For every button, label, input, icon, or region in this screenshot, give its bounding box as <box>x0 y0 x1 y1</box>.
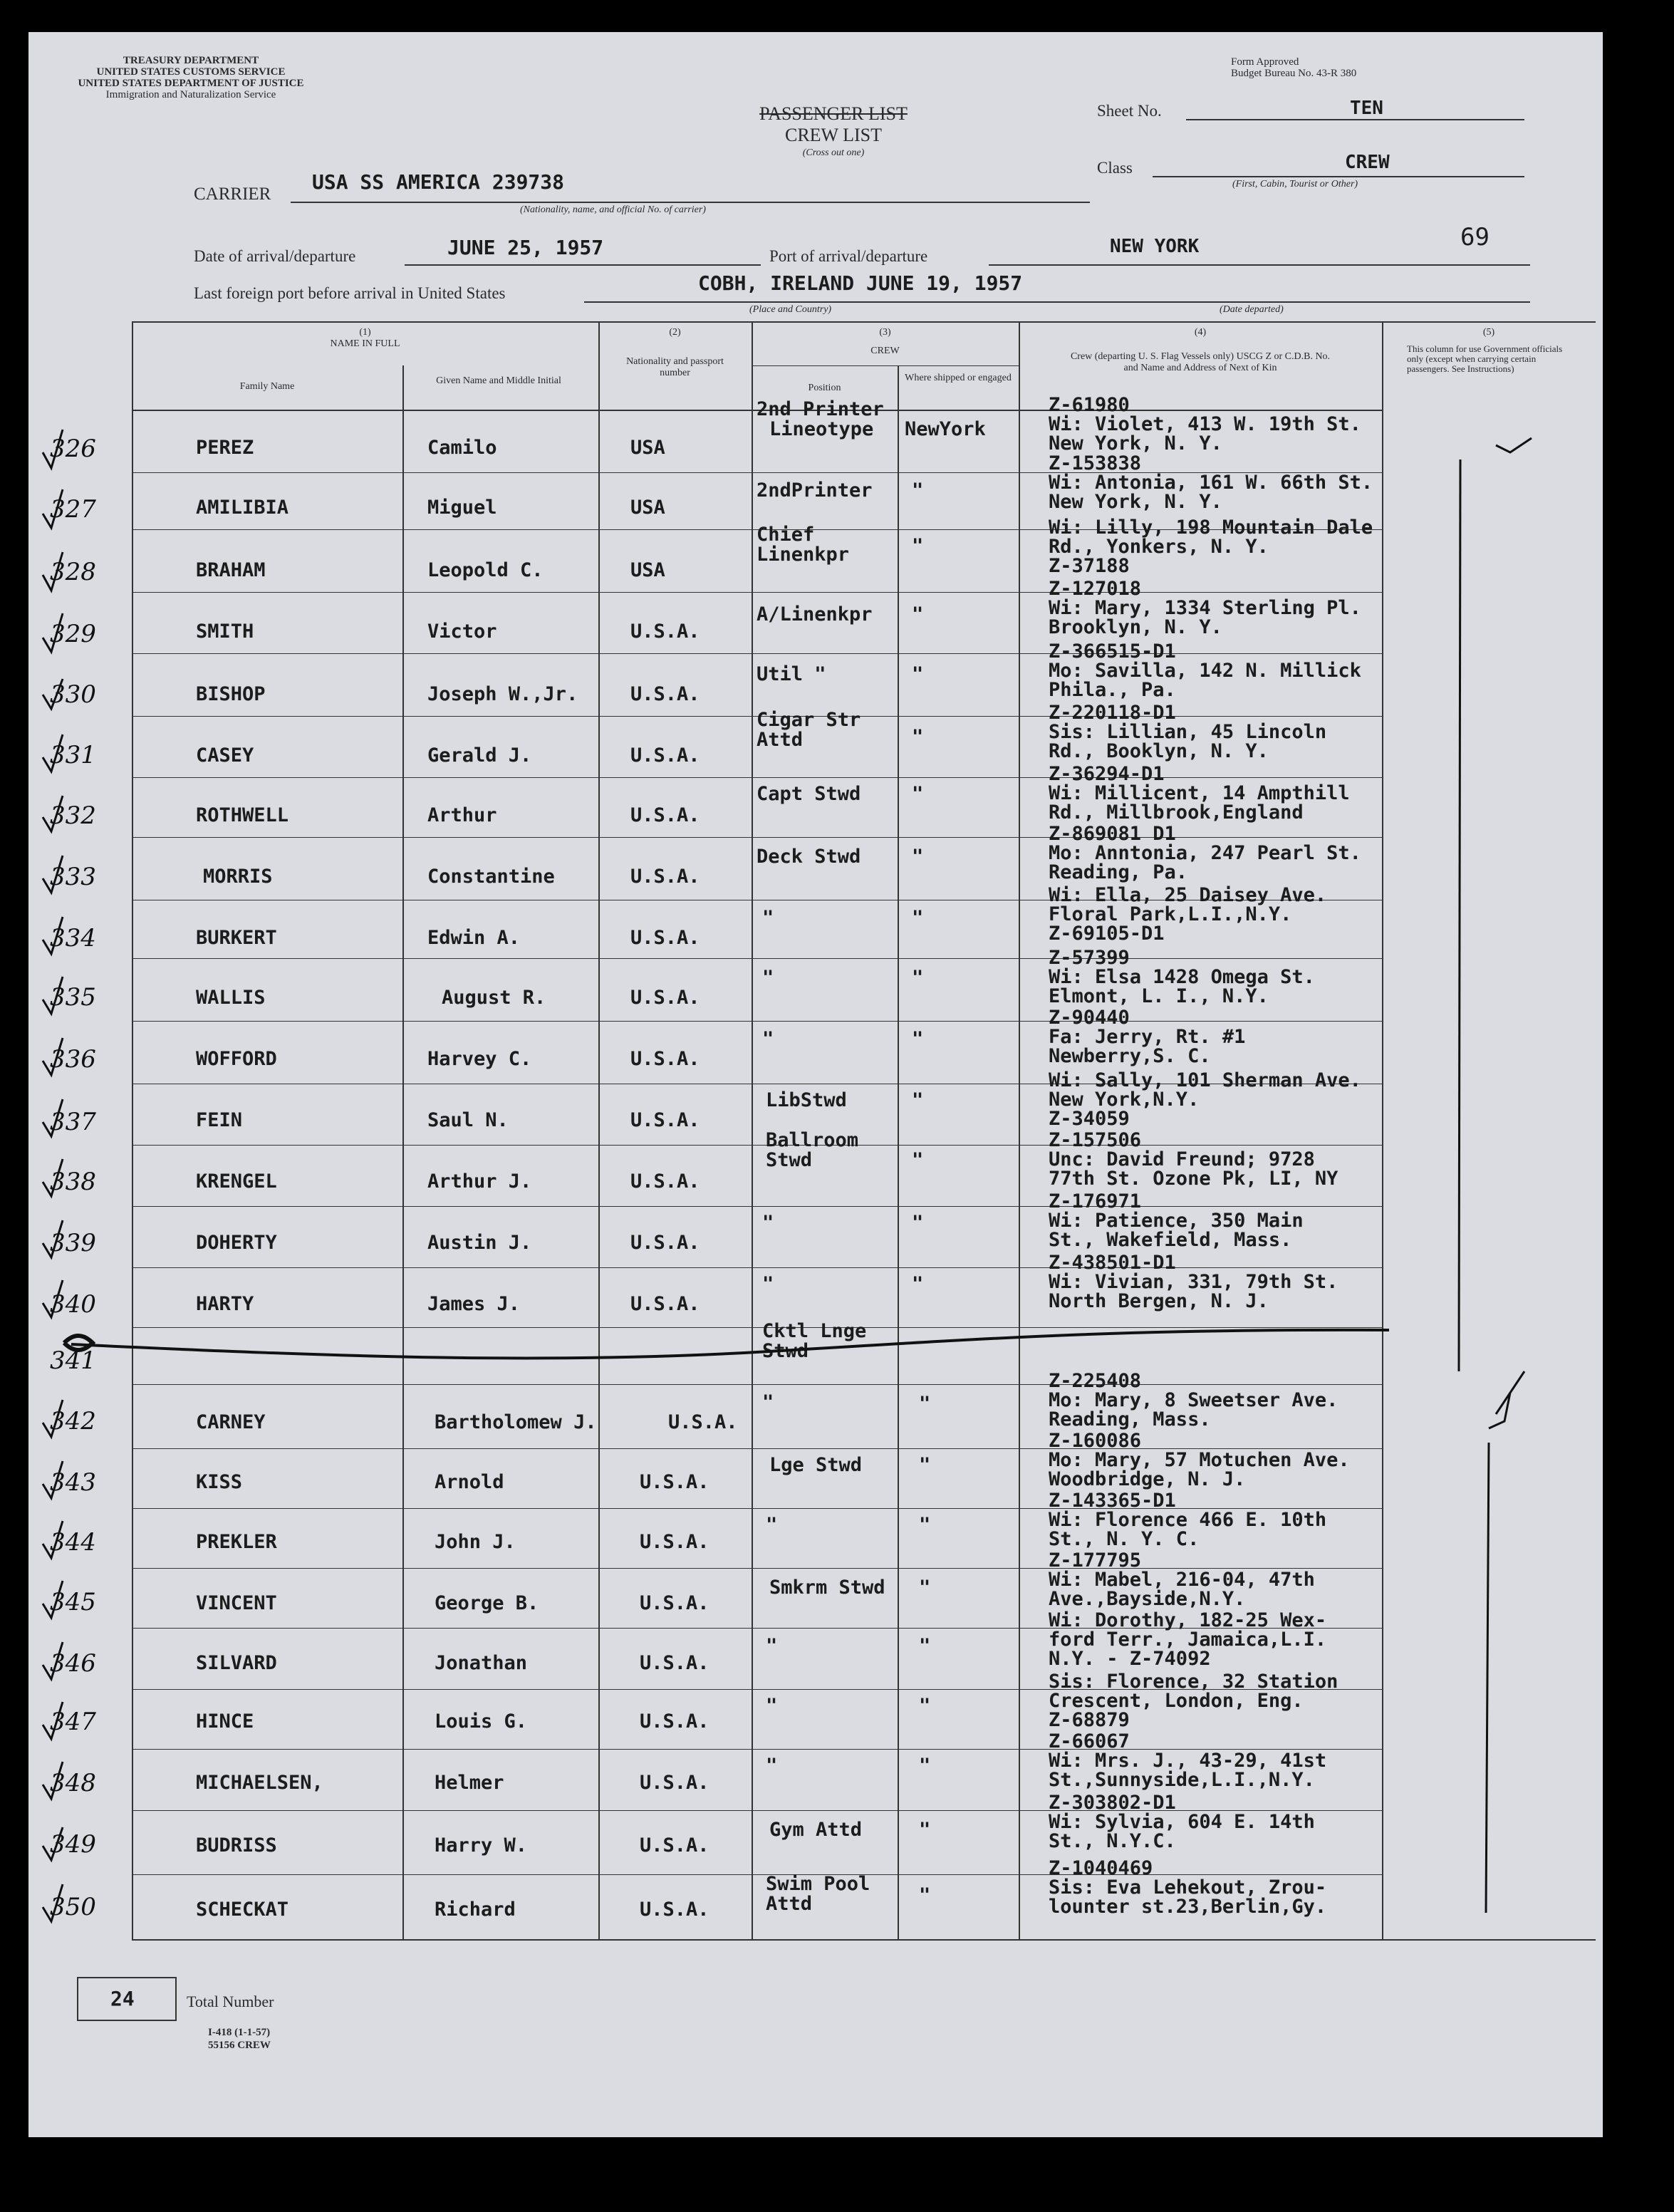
kin-line-2: Wi: Violet, 413 W. 19th St. <box>1049 413 1361 435</box>
row-number: 328 <box>50 558 96 586</box>
page-number: 69 <box>1460 223 1490 251</box>
row-number: 333 <box>50 863 96 891</box>
family-name: CASEY <box>196 744 254 767</box>
position-line-1: 2nd Printer <box>757 398 884 420</box>
family-name: SILVARD <box>196 1652 277 1674</box>
kin-line-3: Brooklyn, N. Y. <box>1049 616 1222 638</box>
sheet-label: Sheet No. <box>1097 102 1162 120</box>
nationality: USA <box>630 437 665 459</box>
where-engaged: " <box>912 1089 924 1111</box>
where-engaged: " <box>912 1149 924 1171</box>
row-number: 335 <box>50 983 96 1012</box>
family-name: BISHOP <box>196 683 266 705</box>
kin-line-2: Wi: Florence 466 E. 10th <box>1049 1509 1327 1531</box>
row-number: 338 <box>50 1168 96 1196</box>
kin-line-2: Floral Park,L.I.,N.Y. <box>1049 903 1292 925</box>
nationality: U.S.A. <box>630 804 700 826</box>
family-name: BUDRISS <box>196 1834 277 1857</box>
family-name: DOHERTY <box>196 1232 277 1254</box>
where-engaged: " <box>919 1819 931 1841</box>
total-number-value: 24 <box>110 1987 135 2010</box>
class-value: CREW <box>1345 152 1390 173</box>
row-number: 326 <box>50 435 96 463</box>
official-marks <box>1439 431 1596 1913</box>
kin-line-2: Wi: Millicent, 14 Ampthill <box>1049 782 1350 804</box>
family-name: SMITH <box>196 620 254 643</box>
row-number: 341 <box>50 1346 96 1375</box>
position-line-2: Attd <box>766 1893 813 1915</box>
kin-line-3: Newberry,S. C. <box>1049 1045 1211 1067</box>
kin-line-2: Wi: Mrs. J., 43-29, 41st <box>1049 1750 1327 1772</box>
nationality: U.S.A. <box>640 1652 709 1674</box>
given-name: Arthur J. <box>427 1170 532 1193</box>
nationality: U.S.A. <box>630 866 700 888</box>
row-number: 348 <box>50 1769 96 1797</box>
position-line-1: Lge Stwd <box>769 1454 863 1476</box>
given-name: August R. <box>442 987 546 1009</box>
position-line-1: " <box>762 1391 774 1413</box>
given-name: Miguel <box>427 497 497 519</box>
given-name: Victor <box>427 620 497 643</box>
where-engaged: " <box>919 1635 931 1657</box>
given-name: Constantine <box>427 866 555 888</box>
kin-line-2: Sis: Eva Lehekout, Zrou- <box>1049 1876 1327 1899</box>
kin-line-2: Mo: Mary, 8 Sweetser Ave. <box>1049 1389 1338 1411</box>
family-name: HINCE <box>196 1710 254 1733</box>
nationality: U.S.A. <box>630 1048 700 1070</box>
class-label: Class <box>1097 159 1133 177</box>
date-departed-hint: (Date departed) <box>1220 304 1284 315</box>
given-name-header: Given Name and Middle Initial <box>436 375 561 386</box>
crew-list-title: CREW LIST <box>784 125 883 145</box>
kin-line-2: Wi: Mabel, 216-04, 47th <box>1049 1569 1315 1591</box>
kin-line-1: Z-176971 <box>1049 1190 1142 1213</box>
where-engaged: " <box>912 846 924 868</box>
class-hint: (First, Cabin, Tourist or Other) <box>1232 179 1358 189</box>
where-engaged: " <box>919 1577 931 1599</box>
where-engaged: " <box>912 726 924 748</box>
family-name: VINCENT <box>196 1592 277 1614</box>
kin-line-1: Wi: Sally, 101 Sherman Ave. <box>1049 1069 1361 1091</box>
given-name: Camilo <box>427 437 497 459</box>
nationality: U.S.A. <box>630 744 700 767</box>
given-name: Austin J. <box>427 1232 532 1254</box>
given-name: Helmer <box>435 1772 504 1794</box>
nationality: U.S.A. <box>640 1471 709 1493</box>
kin-line-3: Ave.,Bayside,N.Y. <box>1049 1588 1246 1610</box>
family-name: WALLIS <box>196 987 266 1009</box>
col2-number: (2) <box>669 327 681 338</box>
kin-line-1: Wi: Dorothy, 182-25 Wex- <box>1049 1609 1327 1631</box>
given-name: Richard <box>435 1899 516 1921</box>
position-line-2: Stwd <box>766 1149 813 1171</box>
kin-line-1: Z-153838 <box>1049 452 1142 474</box>
position-line-1: " <box>762 1028 774 1050</box>
row-number: 344 <box>50 1528 96 1557</box>
kin-line-1: Z-90440 <box>1049 1007 1130 1029</box>
kin-line-2: New York,N.Y. <box>1049 1089 1200 1111</box>
kin-line-3: St.,Sunnyside,L.I.,N.Y. <box>1049 1769 1315 1791</box>
passenger-list-title: PASSENGER LIST <box>759 103 908 124</box>
place-hint: (Place and Country) <box>749 304 832 315</box>
kin-line-1: Z-57399 <box>1049 947 1130 969</box>
given-name: Leopold C. <box>427 559 544 581</box>
col1-number: (1) <box>359 327 371 338</box>
cross-out-hint: (Cross out one) <box>802 147 865 158</box>
kin-line-3: St., Wakefield, Mass. <box>1049 1229 1292 1251</box>
nationality: U.S.A. <box>640 1772 709 1794</box>
kin-line-2: Wi: Patience, 350 Main <box>1049 1210 1304 1232</box>
kin-line-3: Z-69105-D1 <box>1049 923 1165 945</box>
position-line-2: Attd <box>757 729 804 751</box>
position-line-1: Smkrm Stwd <box>769 1577 885 1599</box>
kin-line-3: North Bergen, N. J. <box>1049 1290 1269 1312</box>
kin-line-3: N.Y. - Z-74092 <box>1049 1648 1211 1670</box>
kin-line-2: Fa: Jerry, Rt. #1 <box>1049 1026 1246 1048</box>
position-line-1: Cigar Str <box>757 709 861 731</box>
kin-line-2: Mo: Savilla, 142 N. Millick <box>1049 660 1361 682</box>
nationality: U.S.A. <box>630 683 700 705</box>
kin-line-2: Rd., Yonkers, N. Y. <box>1049 536 1269 558</box>
port-value: NEW YORK <box>1110 236 1200 257</box>
where-engaged: " <box>912 603 924 625</box>
form-approved: Form Approved <box>1231 56 1299 68</box>
kin-line-3: St., N. Y. C. <box>1049 1528 1200 1550</box>
position-line-1: " <box>766 1755 778 1777</box>
kin-line-1: Z-366515-D1 <box>1049 640 1176 663</box>
row-number: 343 <box>50 1468 96 1497</box>
kin-line-1: Z-225408 <box>1049 1370 1142 1392</box>
col4-label: Crew (departing U. S. Flag Vessels only) USCG Z or C.D.B. No. and Name and Address of Next of Kin <box>1070 351 1331 373</box>
nationality: USA <box>630 497 665 519</box>
kin-line-1: Wi: Lilly, 198 Mountain Dale <box>1049 516 1373 539</box>
kin-line-3: lounter st.23,Berlin,Gy. <box>1049 1896 1327 1918</box>
row-number: 346 <box>50 1649 96 1678</box>
kin-line-3: Z-34059 <box>1049 1108 1130 1130</box>
given-name: Gerald J. <box>427 744 532 767</box>
kin-line-2: Wi: Vivian, 331, 79th St. <box>1049 1271 1338 1293</box>
dept-line-2: UNITED STATES CUSTOMS SERVICE <box>96 66 286 78</box>
kin-line-1: Z-61980 <box>1049 394 1130 416</box>
position-line-1: Ballroom <box>766 1129 859 1151</box>
kin-line-1: Wi: Ella, 25 Daisey Ave. <box>1049 884 1327 906</box>
kin-line-2: Crescent, London, Eng. <box>1049 1690 1304 1712</box>
kin-line-1: Z-157506 <box>1049 1129 1142 1151</box>
kin-line-2: Wi: Antonia, 161 W. 66th St. <box>1049 472 1373 494</box>
kin-line-1: Z-869081 D1 <box>1049 823 1176 845</box>
nationality: U.S.A. <box>630 1170 700 1193</box>
given-name: Jonathan <box>435 1652 528 1674</box>
family-name: AMILIBIA <box>196 497 289 519</box>
dept-line-1: TREASURY DEPARTMENT <box>123 55 259 66</box>
family-name: CARNEY <box>196 1411 266 1433</box>
kin-line-2: Wi: Elsa 1428 Omega St. <box>1049 966 1315 988</box>
budget-bureau: Budget Bureau No. 43-R 380 <box>1231 68 1357 79</box>
document-page <box>28 32 1603 2137</box>
kin-line-1: Z-177795 <box>1049 1549 1142 1572</box>
family-name: KRENGEL <box>196 1170 277 1193</box>
kin-line-1: Z-438501-D1 <box>1049 1252 1176 1274</box>
given-name: Arnold <box>435 1471 504 1493</box>
kin-line-1: Z-220118-D1 <box>1049 702 1176 724</box>
row-number: 337 <box>50 1108 96 1136</box>
kin-line-2: Sis: Lillian, 45 Lincoln <box>1049 721 1327 743</box>
nationality: U.S.A. <box>640 1710 709 1733</box>
family-name: HARTY <box>196 1293 254 1315</box>
position-line-1: Util " <box>757 663 826 685</box>
checkmark-column <box>28 403 85 1927</box>
kin-line-1: Z-303802-D1 <box>1049 1792 1176 1814</box>
nationality: U.S.A. <box>640 1592 709 1614</box>
given-name: Harry W. <box>435 1834 528 1857</box>
family-name-header: Family Name <box>239 381 295 392</box>
col3-number: (3) <box>879 327 891 338</box>
row-number: 330 <box>50 680 96 709</box>
family-name: ROTHWELL <box>196 804 289 826</box>
position-line-1: Deck Stwd <box>757 846 861 868</box>
nationality: U.S.A. <box>630 620 700 643</box>
row-number: 334 <box>50 924 96 952</box>
where-engaged: " <box>912 1028 924 1050</box>
nationality: U.S.A. <box>630 1293 700 1315</box>
where-engaged: " <box>919 1695 931 1717</box>
sheet-value: TEN <box>1350 98 1383 119</box>
position-line-1: A/Linenkpr <box>757 603 873 625</box>
given-name: Edwin A. <box>427 927 521 949</box>
kin-line-2: Unc: David Freund; 9728 <box>1049 1148 1315 1170</box>
kin-line-2: Mo: Anntonia, 247 Pearl St. <box>1049 842 1361 864</box>
row-number: 342 <box>50 1407 96 1435</box>
family-name: FEIN <box>196 1109 243 1131</box>
row-number: 340 <box>50 1290 96 1319</box>
kin-line-2: Wi: Mary, 1334 Sterling Pl. <box>1049 597 1361 619</box>
kin-line-3: 77th St. Ozone Pk, LI, NY <box>1049 1168 1338 1190</box>
given-name: Saul N. <box>427 1109 509 1131</box>
given-name: Bartholomew J. <box>435 1411 597 1433</box>
nationality: U.S.A. <box>640 1834 709 1857</box>
kin-line-2: ford Terr., Jamaica,L.I. <box>1049 1629 1327 1651</box>
row-number: 349 <box>50 1830 96 1859</box>
row-number: 336 <box>50 1045 96 1074</box>
date-value: JUNE 25, 1957 <box>447 236 604 259</box>
kin-line-2: Wi: Sylvia, 604 E. 14th <box>1049 1811 1315 1833</box>
where-engaged: " <box>912 1273 924 1295</box>
where-engaged: " <box>912 907 924 929</box>
position-line-1: Capt Stwd <box>757 783 861 805</box>
nationality: U.S.A. <box>630 1109 700 1131</box>
where-engaged: " <box>919 1514 931 1536</box>
col4-number: (4) <box>1194 327 1207 338</box>
position-line-1: " <box>766 1635 778 1657</box>
family-name: SCHECKAT <box>196 1899 289 1921</box>
position-line-1: Swim Pool <box>766 1873 870 1895</box>
given-name: Arthur <box>427 804 497 826</box>
kin-line-1: Z-160086 <box>1049 1430 1142 1452</box>
position-line-1: Cktl Lnge <box>762 1320 867 1342</box>
kin-line-3: New York, N. Y. <box>1049 491 1222 513</box>
given-name: James J. <box>427 1293 521 1315</box>
kin-line-1: Z-36294-D1 <box>1049 763 1165 785</box>
row-number: 345 <box>50 1588 96 1616</box>
where-engaged: " <box>912 783 924 805</box>
dept-line-4: Immigration and Naturalization Service <box>105 89 276 100</box>
position-line-1: " <box>762 1212 774 1234</box>
dept-line-3: UNITED STATES DEPARTMENT OF JUSTICE <box>78 78 304 89</box>
form-code: 55156 CREW <box>208 2040 271 2051</box>
kin-line-3: Rd., Booklyn, N. Y. <box>1049 740 1269 762</box>
where-engaged: " <box>919 1884 931 1906</box>
kin-line-2: Mo: Mary, 57 Motuchen Ave. <box>1049 1449 1350 1471</box>
given-name: John J. <box>435 1531 516 1553</box>
col5-label: This column for use Government officials only (except when carrying certain passengers. See Instructions) <box>1407 343 1563 374</box>
nationality: U.S.A. <box>640 1899 709 1921</box>
last-port-value: COBH, IRELAND JUNE 19, 1957 <box>698 271 1023 295</box>
position-line-2: Linenkpr <box>757 544 850 566</box>
position-line-1: " <box>762 1273 774 1295</box>
position-line-1: " <box>762 907 774 929</box>
family-name: WOFFORD <box>196 1048 277 1070</box>
row-number: 327 <box>50 495 96 524</box>
kin-line-1: Sis: Florence, 32 Station <box>1049 1671 1338 1693</box>
position-line-1: Gym Attd <box>769 1819 863 1841</box>
family-name: MICHAELSEN, <box>196 1772 323 1794</box>
carrier-label: CARRIER <box>194 185 271 204</box>
family-name: PREKLER <box>196 1531 277 1553</box>
position-line-1: 2ndPrinter <box>757 479 873 502</box>
nationality: U.S.A. <box>630 987 700 1009</box>
nationality: U.S.A. <box>668 1411 738 1433</box>
kin-line-3: Elmont, L. I., N.Y. <box>1049 985 1269 1007</box>
kin-line-1: Z-66067 <box>1049 1730 1130 1753</box>
last-port-label: Last foreign port before arrival in United States <box>194 284 506 302</box>
row-number: 329 <box>50 620 96 648</box>
where-engaged: " <box>912 967 924 989</box>
nationality: U.S.A. <box>630 1232 700 1254</box>
position-line-1: LibStwd <box>766 1089 847 1111</box>
position-line-2: Lineotype <box>769 418 874 440</box>
position-line-1: " <box>762 967 774 989</box>
kin-line-3: Phila., Pa. <box>1049 679 1176 701</box>
kin-line-1: Z-143365-D1 <box>1049 1490 1176 1512</box>
nationality: USA <box>630 559 665 581</box>
kin-line-3: St., N.Y.C. <box>1049 1830 1176 1852</box>
row-number: 350 <box>50 1893 96 1921</box>
given-name: Harvey C. <box>427 1048 532 1070</box>
family-name: MORRIS <box>203 866 273 888</box>
kin-line-3: Rd., Millbrook,England <box>1049 801 1304 824</box>
carrier-hint: (Nationality, name, and official No. of carrier) <box>520 204 706 215</box>
row-number: 347 <box>50 1708 96 1736</box>
col3-label: CREW <box>870 346 900 356</box>
kin-line-3: Z-37188 <box>1049 555 1130 577</box>
kin-line-3: New York, N. Y. <box>1049 432 1222 455</box>
where-engaged: " <box>912 479 924 502</box>
family-name: BRAHAM <box>196 559 266 581</box>
position-line-2: Stwd <box>762 1340 809 1362</box>
where-engaged: " <box>912 535 924 557</box>
kin-line-1: Z-127018 <box>1049 578 1142 600</box>
where-engaged: " <box>912 1212 924 1234</box>
where-engaged: NewYork <box>905 418 986 440</box>
row-number: 331 <box>50 741 96 769</box>
row-number: 339 <box>50 1229 96 1257</box>
family-name: BURKERT <box>196 927 277 949</box>
col1-label: NAME IN FULL <box>330 338 400 349</box>
nationality: U.S.A. <box>640 1531 709 1553</box>
col5-number: (5) <box>1482 327 1495 338</box>
row-number: 332 <box>50 801 96 830</box>
kin-line-3: Woodbridge, N. J. <box>1049 1468 1246 1490</box>
kin-line-1: Z-1040469 <box>1049 1857 1153 1879</box>
position-line-1: " <box>766 1695 778 1717</box>
col2-label: Nationality and passport number <box>626 356 724 378</box>
where-engaged: " <box>919 1393 931 1415</box>
position-line-1: Chief <box>757 524 815 546</box>
strike-through-mark <box>57 1314 1396 1378</box>
carrier-value: USA SS AMERICA 239738 <box>312 170 565 194</box>
given-name: George B. <box>435 1592 539 1614</box>
form-id: I-418 (1-1-57) <box>208 2027 271 2038</box>
family-name: KISS <box>196 1471 243 1493</box>
date-label: Date of arrival/departure <box>194 247 356 265</box>
given-name: Joseph W.,Jr. <box>427 683 578 705</box>
nationality: U.S.A. <box>630 927 700 949</box>
kin-line-3: Z-68879 <box>1049 1709 1130 1731</box>
family-name: PEREZ <box>196 437 254 459</box>
kin-line-3: Reading, Pa. <box>1049 861 1188 883</box>
where-engaged: " <box>912 663 924 685</box>
port-label: Port of arrival/departure <box>769 247 928 265</box>
given-name: Louis G. <box>435 1710 528 1733</box>
kin-line-3: Reading, Mass. <box>1049 1408 1211 1430</box>
position-header: Position <box>808 383 841 393</box>
where-header: Where shipped or engaged <box>905 373 1012 383</box>
position-line-1: " <box>766 1514 778 1536</box>
where-engaged: " <box>919 1755 931 1777</box>
where-engaged: " <box>919 1454 931 1476</box>
total-number-label: Total Number <box>187 1993 274 2010</box>
